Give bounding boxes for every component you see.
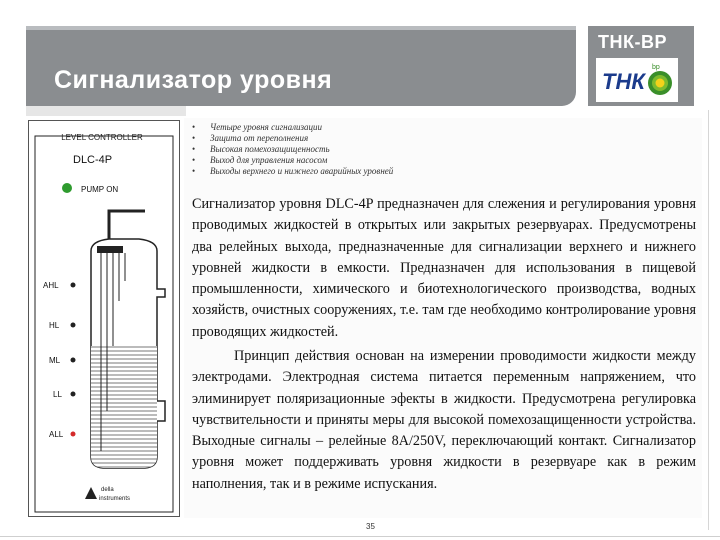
- slide-title: Сигнализатор уровня: [54, 66, 333, 94]
- electrode-label: AHL: [43, 281, 59, 290]
- electrode-label: ALL: [49, 430, 64, 439]
- feature-item: • Выход для управления насосом: [192, 155, 393, 166]
- feature-item: • Выходы верхнего и нижнего аварийных уровней: [192, 166, 393, 177]
- diagram-header: LEVEL CONTROLLER: [61, 133, 143, 142]
- title-underline: [26, 106, 186, 116]
- bottom-border: [0, 536, 720, 537]
- diagram-model: DLC-4P: [73, 154, 113, 166]
- feature-item: • Защита от переполнения: [192, 133, 393, 144]
- brand-line1: della: [101, 487, 114, 493]
- level-controller-diagram: [28, 120, 180, 517]
- pump-label: PUMP ON: [81, 185, 119, 194]
- tnk-bp-emblem-icon: [596, 58, 678, 102]
- electrode-label: ML: [49, 356, 61, 365]
- feature-item: • Четыре уровня сигнализации: [192, 122, 393, 133]
- alarm-led-icon: [71, 432, 76, 437]
- logo-company-text: ТНК-ВР: [598, 32, 667, 52]
- logo-mark-text: ТНК: [602, 69, 645, 94]
- feature-list: [192, 122, 393, 177]
- brand-logo-icon: [85, 487, 97, 499]
- brand-line2: instruments: [99, 496, 131, 502]
- principle-paragraph: Принцип действия основан на измерении проводимости жидкости между электродами. Электродная система питается переменным напряжением, что элиминирует поляризационные эфекты в жидкости. Предусмотрена регулировка чувствительности и приняты меры для высокой помехозащищенности устройства. Выходные сигналы – релейные 8A/250V, переключающий контакт. Сигнализатор уровня может поддерживать уровня жидкости в резервуаре как в режим наполнения, так и в режиме испускания.: [192, 348, 696, 492]
- electrode-label: LL: [53, 390, 62, 399]
- title-bar-stripe: [26, 26, 576, 30]
- right-border: [708, 110, 709, 530]
- electrode-label: HL: [49, 321, 60, 330]
- logo-bp-text: bp: [652, 64, 660, 71]
- description-paragraph: Сигнализатор уровня DLC-4P предназначен для слежения и регулирования уровня проводимых жидкостей в открытых или закрытых резервуарах. Предусмотрены два релейных выхода, предназначенные для сигнализации верхнего и нижнего уровней жидкости в емкости. Предназначен для использования в пищевой промышленности, химического и биотехнологического производства, водных хозяйств, очистных сооружениях, т.е. там где необходимо контролирование уровня проводящих жидкостей.: [192, 196, 696, 340]
- feature-item: • Высокая помехозащищенность: [192, 144, 393, 155]
- level-controller-schematic: [29, 121, 179, 516]
- logo-emblem: [596, 58, 678, 102]
- pump-led-icon: [62, 183, 72, 193]
- page-number: 35: [366, 522, 375, 531]
